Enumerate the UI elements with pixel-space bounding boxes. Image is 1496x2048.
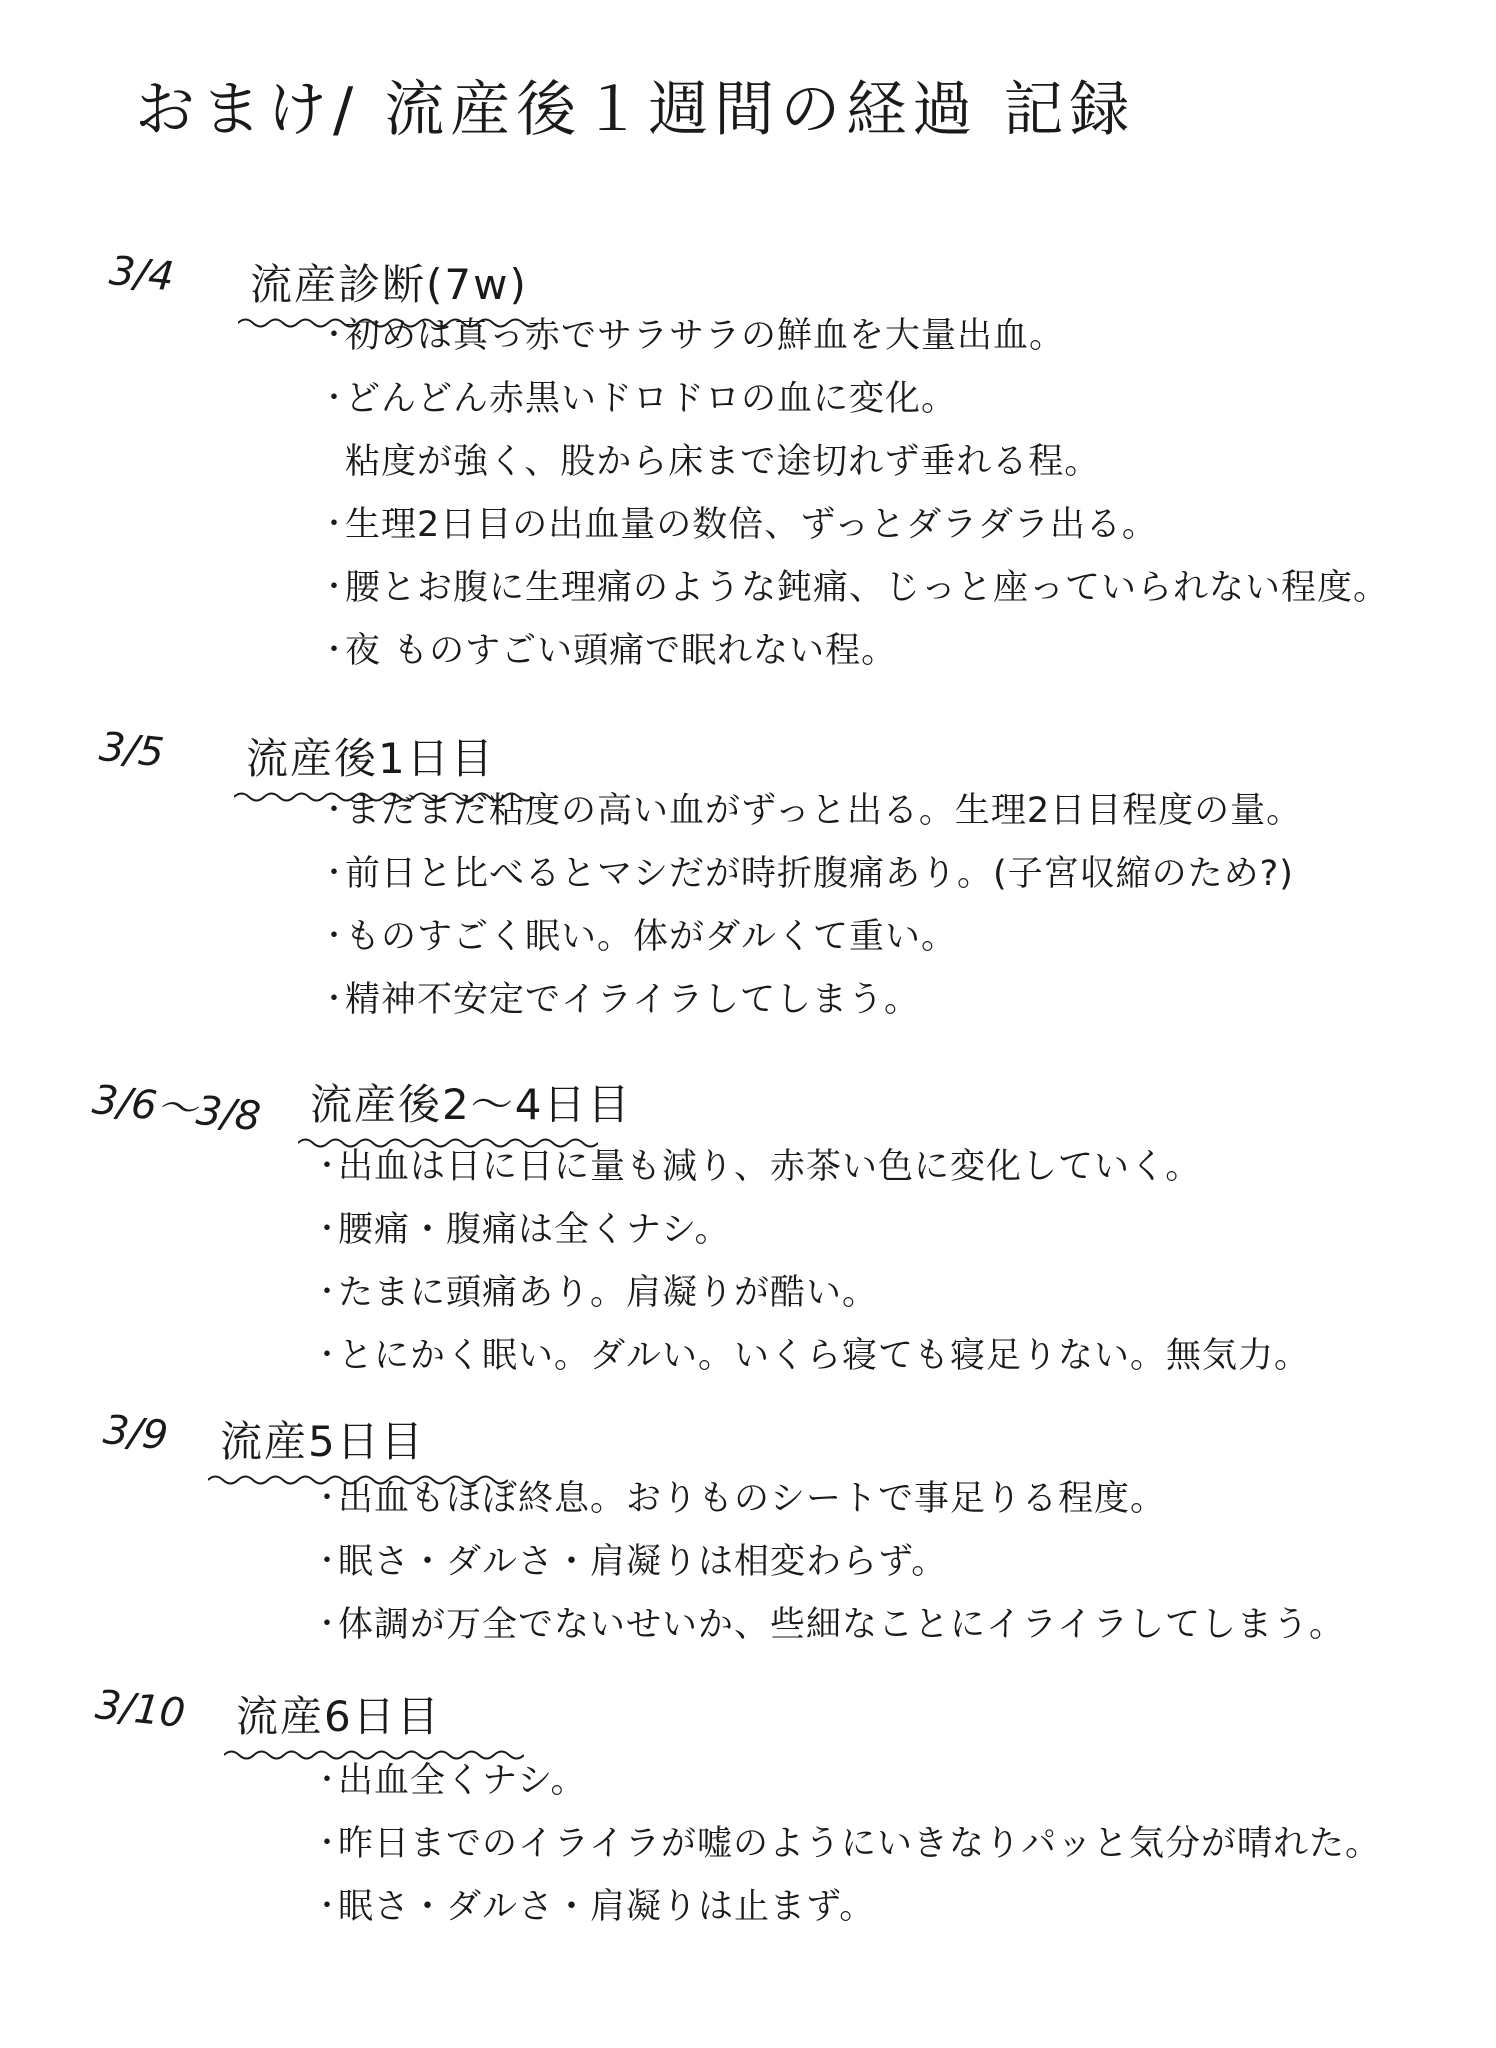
entry-items <box>312 1760 1381 1949</box>
bullet: ・ <box>319 633 350 668</box>
bullet: ・ <box>312 1275 343 1310</box>
list-item <box>312 1760 1381 1802</box>
list-item <box>312 1272 1310 1314</box>
entry-heading-text: 流産6日目 <box>236 1692 441 1741</box>
entry-heading <box>250 252 528 322</box>
list-item <box>319 790 1303 832</box>
entry-items <box>312 1478 1345 1667</box>
list-item <box>319 504 1389 546</box>
bullet: ・ <box>312 1481 343 1516</box>
bullet: ・ <box>319 381 350 416</box>
item-text: 腰痛・腹痛は全くナシ。 <box>338 1210 731 1250</box>
bullet: ・ <box>312 1338 343 1373</box>
list-item <box>319 853 1302 895</box>
entry-heading-text: 流産診断(7w) <box>250 260 528 309</box>
bullet: ・ <box>312 1763 343 1798</box>
item-text: ものすごく眠い。体がダルくて重い。 <box>345 917 958 957</box>
bullet: ・ <box>312 1889 343 1924</box>
entry-heading-text: 流産5日目 <box>220 1417 425 1466</box>
item-text: 出血全くナシ。 <box>338 1761 587 1801</box>
entry-heading <box>246 726 495 796</box>
entry-date: 3/10 <box>93 1682 188 1738</box>
item-text: 出血は日に日に量も減り、赤茶い色に変化していく。 <box>338 1147 1202 1187</box>
list-item <box>319 315 1389 357</box>
entry-date: 3/9 <box>101 1407 171 1460</box>
entry-date: 3/4 <box>107 248 177 301</box>
item-text: 出血もほぼ終息。おりものシートで事足りる程度。 <box>338 1479 1167 1519</box>
item-text: 腰とお腹に生理痛のような鈍痛、じっと座っていられない程度。 <box>345 568 1390 608</box>
item-text: たまに頭痛あり。肩凝りが酷い。 <box>338 1273 879 1313</box>
entry-heading <box>310 1072 631 1142</box>
list-item <box>312 1823 1381 1865</box>
entry-heading-text: 流産後2〜4日目 <box>310 1080 632 1129</box>
item-text: 夜 ものすごい頭痛で眠れない程。 <box>345 631 898 671</box>
item-text: 昨日までのイライラが嘘のようにいきなりパッと気分が晴れた。 <box>338 1824 1381 1864</box>
list-item <box>319 567 1390 609</box>
bullet: ・ <box>319 318 350 353</box>
bullet: ・ <box>312 1826 343 1861</box>
item-text: とにかく眠い。ダルい。いくら寝ても寝足りない。無気力。 <box>338 1336 1311 1376</box>
item-text: 眠さ・ダルさ・肩凝りは相変わらず。 <box>338 1542 948 1582</box>
bullet: ・ <box>312 1149 343 1184</box>
entry-items <box>319 790 1303 1042</box>
bullet: ・ <box>319 507 350 542</box>
item-text: 生理2日目の出血量の数倍、ずっとダラダラ出る。 <box>345 505 1158 545</box>
item-text: まだまだ粘度の高い血がずっと出る。生理2日目程度の量。 <box>345 791 1303 831</box>
bullet: ・ <box>319 570 350 605</box>
bullet: ・ <box>319 982 350 1017</box>
entry-date: 3/5 <box>97 724 167 777</box>
list-item <box>319 916 1302 958</box>
entry-date: 3/6〜3/8 <box>90 1076 263 1141</box>
entry-heading-text: 流産後1日目 <box>246 734 495 783</box>
item-text: どんどん赤黒いドロドロの血に変化。 <box>345 379 958 419</box>
list-item <box>312 1604 1345 1646</box>
bullet: ・ <box>312 1212 343 1247</box>
item-continuation: 粘度が強く、股から床まで途切れず垂れる程。 <box>345 442 1101 482</box>
entry-heading <box>220 1409 425 1479</box>
entry-items <box>312 1146 1311 1398</box>
bullet: ・ <box>319 856 350 891</box>
bullet: ・ <box>312 1544 343 1579</box>
entry-heading <box>236 1684 441 1754</box>
list-item <box>312 1541 1345 1583</box>
list-item <box>319 630 1389 672</box>
item-text: 精神不安定でイライラしてしまう。 <box>345 980 920 1020</box>
list-item <box>312 1886 1381 1928</box>
list-item <box>312 1478 1345 1520</box>
entry-items <box>319 315 1390 693</box>
page-title: おまけ/ 流産後１週間の経過 記録 <box>135 75 1136 145</box>
item-text: 体調が万全でないせいか、些細なことにイライラしてしまう。 <box>338 1605 1345 1645</box>
item-text: 眠さ・ダルさ・肩凝りは止まず。 <box>338 1887 876 1927</box>
list-item <box>312 1209 1310 1251</box>
item-text: 前日と比べるとマシだが時折腹痛あり。(子宮収縮のため?) <box>345 854 1294 894</box>
list-item <box>319 378 1389 483</box>
bullet: ・ <box>312 1607 343 1642</box>
item-text: 初めは真っ赤でサラサラの鮮血を大量出血。 <box>345 316 1066 356</box>
list-item <box>312 1335 1311 1377</box>
list-item <box>319 979 1302 1021</box>
bullet: ・ <box>319 793 350 828</box>
bullet: ・ <box>319 919 350 954</box>
list-item <box>312 1146 1310 1188</box>
